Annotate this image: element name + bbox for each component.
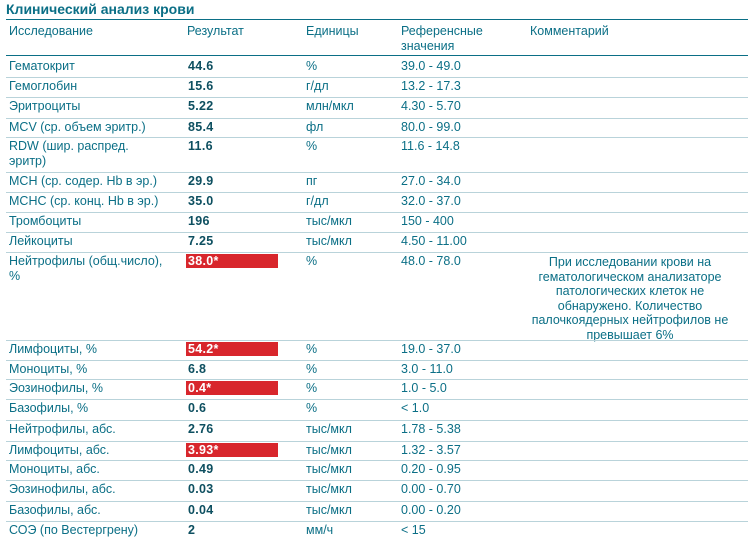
test-name: Тромбоциты: [9, 214, 82, 228]
row-divider: [6, 360, 748, 361]
reference-range: 13.2 - 17.3: [401, 79, 461, 93]
row-divider: [6, 521, 748, 522]
comment-line: При исследовании крови на: [548, 255, 712, 269]
unit-value: г/дл: [306, 194, 329, 208]
unit-value: %: [306, 139, 318, 153]
unit-value: %: [306, 342, 318, 356]
reference-range: 4.30 - 5.70: [401, 99, 461, 113]
row-divider: [6, 501, 748, 502]
unit-value: %: [306, 362, 318, 376]
result-value: 2: [188, 523, 196, 537]
result-value: 2.76: [188, 422, 214, 436]
result-value: 85.4: [188, 120, 214, 134]
test-name: Эозинофилы, абс.: [9, 482, 116, 496]
test-name: Базофилы, абс.: [9, 503, 101, 517]
reference-range: 39.0 - 49.0: [401, 59, 461, 73]
reference-range: 0.20 - 0.95: [401, 462, 461, 476]
result-value: 0.6: [188, 401, 207, 415]
reference-range: 19.0 - 37.0: [401, 342, 461, 356]
test-name: MCHC (ср. конц. Hb в эр.): [9, 194, 159, 208]
test-name: MCV (ср. объем эритр.): [9, 120, 146, 134]
row-divider: [6, 192, 748, 193]
unit-value: фл: [306, 120, 324, 134]
column-header-reference: [401, 24, 483, 54]
reference-range: 1.32 - 3.57: [401, 443, 461, 457]
row-divider: [6, 399, 748, 400]
result-value: 6.8: [188, 362, 207, 376]
comment-line: обнаружено. Количество: [557, 298, 703, 313]
reference-range: 32.0 - 37.0: [401, 194, 461, 208]
result-value: 35.0: [188, 194, 214, 208]
row-divider: [6, 118, 748, 119]
row-divider: [6, 460, 748, 461]
report-title: Клинический анализ крови: [6, 1, 195, 17]
row-divider: [6, 137, 748, 138]
test-name: Нейтрофилы, абс.: [9, 422, 116, 436]
result-value: 0.49: [188, 462, 214, 476]
reference-range: 1.0 - 5.0: [401, 381, 447, 395]
reference-range: < 15: [401, 523, 426, 537]
result-value: 196: [188, 214, 210, 228]
test-name: MCH (ср. содер. Hb в эр.): [9, 174, 157, 188]
test-name: Эозинофилы, %: [9, 381, 103, 395]
test-name-line: Нейтрофилы (общ.число),: [9, 254, 163, 268]
result-value: 0.03: [188, 482, 214, 496]
unit-value: мм/ч: [306, 523, 334, 537]
test-name: Эритроциты: [9, 99, 81, 113]
result-value: 7.25: [188, 234, 214, 248]
test-name: [9, 254, 162, 283]
test-name-line: эритр): [9, 153, 47, 168]
unit-value: г/дл: [306, 79, 329, 93]
row-divider: [6, 252, 748, 253]
row-divider: [6, 480, 748, 481]
reference-range: 4.50 - 11.00: [401, 234, 467, 248]
column-header-result: Результат: [187, 24, 244, 38]
test-name: Гематокрит: [9, 59, 75, 73]
row-divider: [6, 212, 748, 213]
unit-value: %: [306, 401, 318, 415]
row-divider: [6, 379, 748, 380]
abnormal-result: 3.93*: [186, 443, 278, 457]
reference-range: 80.0 - 99.0: [401, 120, 461, 134]
row-divider: [6, 172, 748, 173]
column-header-reference-line2: значения: [401, 39, 455, 53]
test-name-line: RDW (шир. распред.: [9, 139, 129, 153]
row-divider: [6, 232, 748, 233]
reference-range: 3.0 - 11.0: [401, 362, 453, 376]
comment-line: превышает 6%: [586, 327, 674, 342]
result-value: 11.6: [188, 139, 213, 153]
row-divider: [6, 420, 748, 421]
result-value: 0.04: [188, 503, 214, 517]
test-name: Моноциты, %: [9, 362, 88, 376]
unit-value: тыс/мкл: [306, 482, 352, 496]
test-name-line: %: [9, 268, 21, 283]
column-header-comment: Комментарий: [530, 24, 609, 38]
result-comment: [521, 255, 739, 342]
unit-value: тыс/мкл: [306, 443, 352, 457]
reference-range: 150 - 400: [401, 214, 454, 228]
unit-value: тыс/мкл: [306, 234, 352, 248]
title-divider: [6, 19, 748, 20]
row-divider: [6, 77, 748, 78]
header-divider: [6, 55, 748, 56]
test-name: [9, 139, 129, 168]
abnormal-result: 38.0*: [186, 254, 278, 268]
test-name: Базофилы, %: [9, 401, 89, 415]
comment-line: гематологическом анализаторе: [538, 269, 722, 284]
unit-value: пг: [306, 174, 318, 188]
reference-range: 48.0 - 78.0: [401, 254, 461, 268]
row-divider: [6, 441, 748, 442]
comment-line: патологических клеток не: [555, 284, 705, 298]
abnormal-result: 0.4*: [186, 381, 278, 395]
reference-range: 0.00 - 0.70: [401, 482, 461, 496]
test-name: Моноциты, абс.: [9, 462, 100, 476]
unit-value: тыс/мкл: [306, 214, 352, 228]
result-value: 15.6: [188, 79, 214, 93]
result-value: 5.22: [188, 99, 214, 113]
abnormal-result: 54.2*: [186, 342, 278, 356]
test-name: Лимфоциты, %: [9, 342, 97, 356]
reference-range: 11.6 - 14.8: [401, 139, 460, 153]
reference-range: < 1.0: [401, 401, 430, 415]
row-divider: [6, 340, 748, 341]
reference-range: 0.00 - 0.20: [401, 503, 461, 517]
unit-value: тыс/мкл: [306, 422, 352, 436]
unit-value: %: [306, 381, 318, 395]
row-divider: [6, 97, 748, 98]
column-header-reference-line1: Референсные: [401, 24, 483, 38]
column-header-name: Исследование: [9, 24, 93, 38]
result-value: 29.9: [188, 174, 214, 188]
test-name: Лейкоциты: [9, 234, 73, 248]
test-name: Гемоглобин: [9, 79, 78, 93]
comment-line: палочкоядерных нейтрофилов не: [531, 313, 729, 327]
unit-value: %: [306, 59, 318, 73]
unit-value: тыс/мкл: [306, 462, 352, 476]
unit-value: тыс/мкл: [306, 503, 352, 517]
test-name: СОЭ (по Вестергрену): [9, 523, 139, 537]
unit-value: млн/мкл: [306, 99, 354, 113]
result-value: 44.6: [188, 59, 214, 73]
reference-range: 1.78 - 5.38: [401, 422, 461, 436]
unit-value: %: [306, 254, 318, 268]
test-name: Лимфоциты, абс.: [9, 443, 110, 457]
column-header-units: Единицы: [306, 24, 359, 38]
reference-range: 27.0 - 34.0: [401, 174, 461, 188]
